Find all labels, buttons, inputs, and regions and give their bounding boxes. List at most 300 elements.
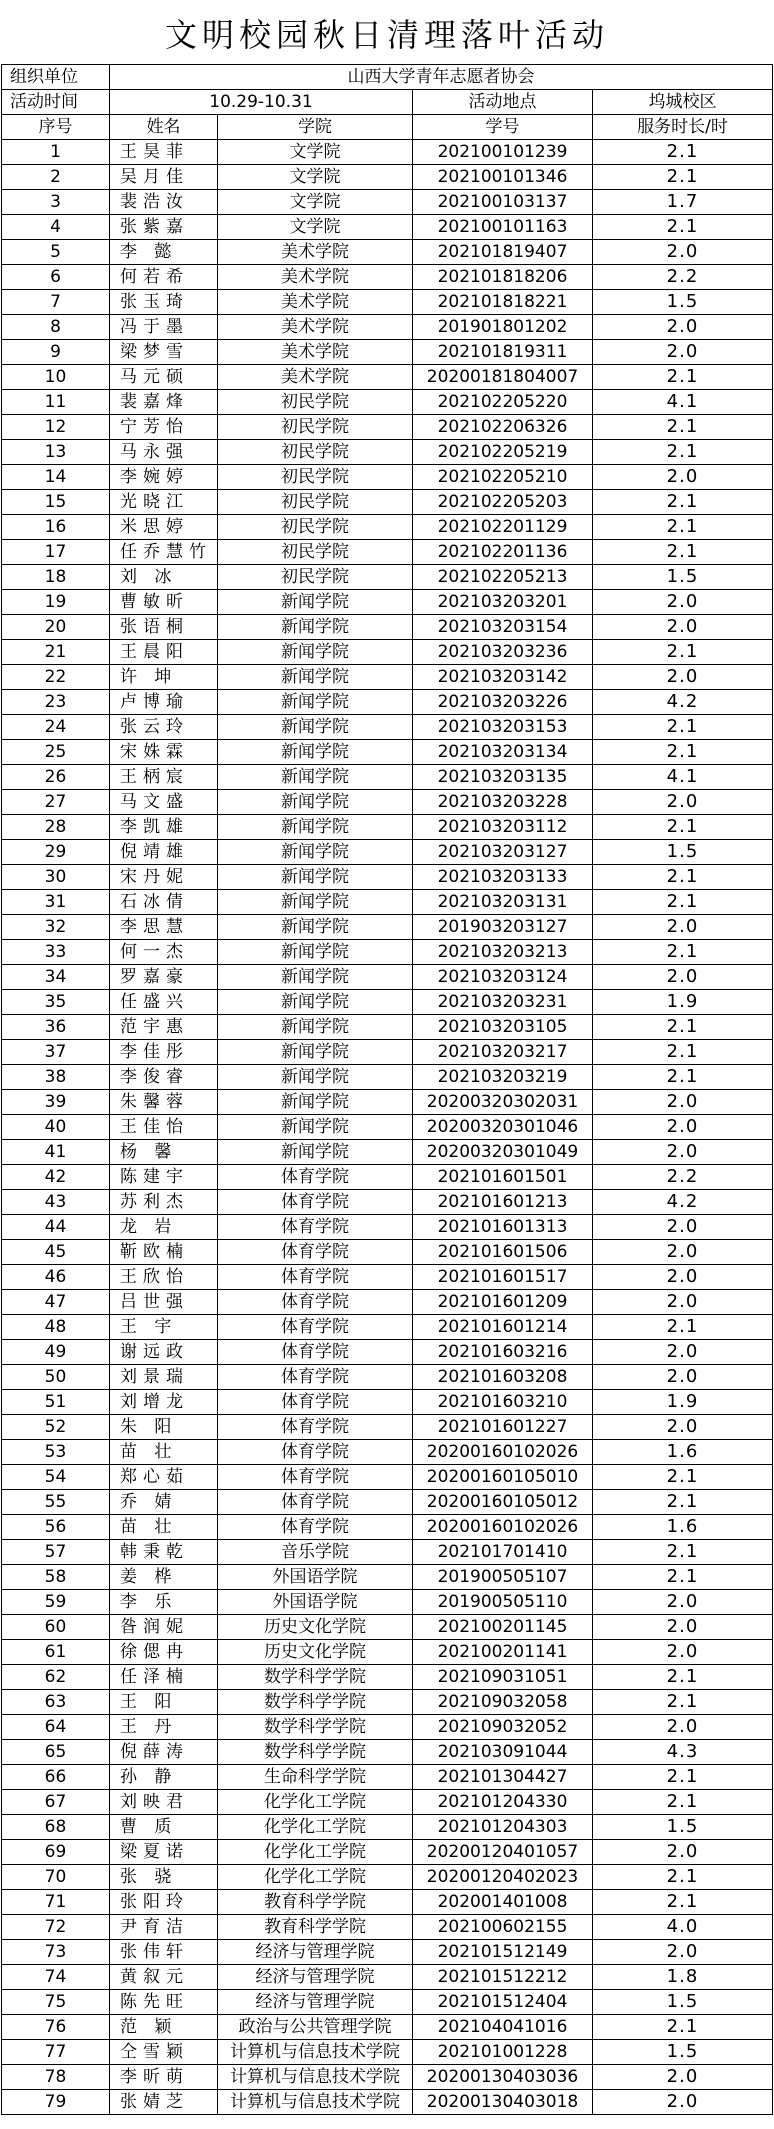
row-college: 计算机与信息技术学院 [218,2090,413,2115]
row-hours: 2.1 [593,815,773,840]
row-name: 王佳怡 [110,1115,218,1140]
row-student-id: 202102205213 [413,565,593,590]
table-row [2,740,773,765]
row-hours: 1.5 [593,2040,773,2065]
row-name: 杨 馨 [110,1140,218,1165]
table-row [2,1465,773,1490]
row-name: 马文盛 [110,790,218,815]
row-college: 新闻学院 [218,840,413,865]
row-student-id: 202102206326 [413,415,593,440]
row-no: 17 [2,540,110,565]
row-name: 张紫嘉 [110,215,218,240]
row-college: 初民学院 [218,390,413,415]
table-row [2,1215,773,1240]
row-college: 计算机与信息技术学院 [218,2040,413,2065]
row-hours: 2.1 [593,890,773,915]
table-row [2,1890,773,1915]
row-hours: 2.0 [593,1115,773,1140]
header-name: 姓名 [110,115,218,140]
row-student-id: 20200320302031 [413,1090,593,1115]
row-name: 昝润妮 [110,1615,218,1640]
row-name: 任泽楠 [110,1665,218,1690]
row-hours: 2.0 [593,1365,773,1390]
row-hours: 2.1 [593,540,773,565]
row-student-id: 202103203201 [413,590,593,615]
row-name: 曹 质 [110,1815,218,1840]
row-student-id: 202101601227 [413,1415,593,1440]
place-value: 坞城校区 [593,90,773,115]
row-hours: 4.1 [593,390,773,415]
row-name: 李 乐 [110,1590,218,1615]
row-student-id: 202101819311 [413,340,593,365]
table-row [2,2015,773,2040]
table-row [2,840,773,865]
row-student-id: 202100101163 [413,215,593,240]
row-name: 石冰倩 [110,890,218,915]
row-college: 初民学院 [218,540,413,565]
row-college: 体育学院 [218,1365,413,1390]
row-name: 苗 壮 [110,1440,218,1465]
row-name: 倪薛涛 [110,1740,218,1765]
row-student-id: 20200120402023 [413,1865,593,1890]
table-body [2,65,773,2115]
row-name: 乔 婧 [110,1490,218,1515]
row-no: 45 [2,1240,110,1265]
row-hours: 2.1 [593,1065,773,1090]
row-college: 体育学院 [218,1215,413,1240]
row-no: 43 [2,1190,110,1215]
table-row [2,265,773,290]
row-college: 体育学院 [218,1440,413,1465]
row-student-id: 20200160102026 [413,1440,593,1465]
row-college: 体育学院 [218,1515,413,1540]
row-college: 文学院 [218,140,413,165]
table-row [2,290,773,315]
row-hours: 1.5 [593,290,773,315]
row-hours: 2.1 [593,1665,773,1690]
row-college: 新闻学院 [218,615,413,640]
row-college: 新闻学院 [218,915,413,940]
row-no: 76 [2,2015,110,2040]
table-row [2,1665,773,1690]
row-college: 新闻学院 [218,1015,413,1040]
table-row [2,315,773,340]
row-hours: 2.0 [593,1215,773,1240]
row-college: 新闻学院 [218,1140,413,1165]
row-no: 14 [2,465,110,490]
row-hours: 1.5 [593,1990,773,2015]
row-college: 政治与公共管理学院 [218,2015,413,2040]
row-name: 马永强 [110,440,218,465]
row-no: 5 [2,240,110,265]
row-no: 71 [2,1890,110,1915]
row-name: 王 丹 [110,1715,218,1740]
row-name: 范 颖 [110,2015,218,2040]
row-name: 朱 阳 [110,1415,218,1440]
row-college: 新闻学院 [218,740,413,765]
row-no: 59 [2,1590,110,1615]
org-value: 山西大学青年志愿者协会 [110,65,773,90]
row-student-id: 202104041016 [413,2015,593,2040]
row-student-id: 201900505110 [413,1590,593,1615]
row-no: 61 [2,1640,110,1665]
row-college: 化学化工学院 [218,1815,413,1840]
row-name: 宁芳怡 [110,415,218,440]
row-hours: 2.1 [593,1690,773,1715]
row-name: 曹敏昕 [110,590,218,615]
row-student-id: 202103203154 [413,615,593,640]
row-college: 体育学院 [218,1240,413,1265]
row-hours: 2.1 [593,2015,773,2040]
row-student-id: 20200181804007 [413,365,593,390]
row-college: 化学化工学院 [218,1790,413,1815]
row-no: 4 [2,215,110,240]
row-no: 67 [2,1790,110,1815]
row-student-id: 202101601213 [413,1190,593,1215]
row-hours: 2.1 [593,740,773,765]
row-college: 教育科学学院 [218,1915,413,1940]
row-hours: 2.1 [593,365,773,390]
row-student-id: 202101001228 [413,2040,593,2065]
row-student-id: 20200320301046 [413,1115,593,1140]
row-college: 计算机与信息技术学院 [218,2065,413,2090]
row-college: 新闻学院 [218,1115,413,1140]
row-name: 龙 岩 [110,1215,218,1240]
row-no: 35 [2,990,110,1015]
row-student-id: 201903203127 [413,915,593,940]
table-row [2,1540,773,1565]
row-name: 刘 冰 [110,565,218,590]
row-college: 美术学院 [218,265,413,290]
row-no: 64 [2,1715,110,1740]
row-college: 文学院 [218,190,413,215]
row-college: 新闻学院 [218,640,413,665]
table-row [2,915,773,940]
row-student-id: 202103203112 [413,815,593,840]
row-hours: 2.0 [593,1290,773,1315]
row-student-id: 202103203236 [413,640,593,665]
row-no: 22 [2,665,110,690]
row-student-id: 202101601501 [413,1165,593,1190]
row-no: 77 [2,2040,110,2065]
table-row [2,440,773,465]
row-no: 54 [2,1465,110,1490]
row-college: 经济与管理学院 [218,1940,413,1965]
row-no: 29 [2,840,110,865]
row-name: 张 骁 [110,1865,218,1890]
row-college: 数学科学学院 [218,1715,413,1740]
row-no: 10 [2,365,110,390]
row-hours: 2.1 [593,165,773,190]
row-no: 50 [2,1365,110,1390]
row-no: 52 [2,1415,110,1440]
row-college: 体育学院 [218,1190,413,1215]
row-name: 李思慧 [110,915,218,940]
row-student-id: 202101819407 [413,240,593,265]
row-name: 冯于墨 [110,315,218,340]
row-hours: 2.0 [593,1140,773,1165]
row-name: 王晨阳 [110,640,218,665]
row-no: 8 [2,315,110,340]
row-name: 吴月佳 [110,165,218,190]
row-no: 68 [2,1815,110,1840]
row-no: 42 [2,1165,110,1190]
table-row [2,1140,773,1165]
header-row [2,115,773,140]
table-row [2,940,773,965]
row-name: 王昊菲 [110,140,218,165]
place-label: 活动地点 [413,90,593,115]
table-row [2,515,773,540]
row-college: 初民学院 [218,465,413,490]
row-no: 69 [2,1840,110,1865]
table-row [2,690,773,715]
row-hours: 2.1 [593,215,773,240]
row-hours: 2.1 [593,940,773,965]
table-row [2,965,773,990]
header-no: 序号 [2,115,110,140]
row-no: 30 [2,865,110,890]
row-no: 74 [2,1965,110,1990]
row-no: 3 [2,190,110,215]
table-row [2,190,773,215]
table-row [2,340,773,365]
row-hours: 1.6 [593,1515,773,1540]
table-row [2,865,773,890]
row-student-id: 20200160105012 [413,1490,593,1515]
row-name: 光晓江 [110,490,218,515]
row-name: 姜 桦 [110,1565,218,1590]
row-hours: 1.7 [593,190,773,215]
table-row [2,1815,773,1840]
row-student-id: 202103203124 [413,965,593,990]
row-hours: 2.0 [593,1715,773,1740]
row-college: 新闻学院 [218,865,413,890]
table-row [2,1415,773,1440]
row-college: 新闻学院 [218,690,413,715]
row-hours: 2.0 [593,1840,773,1865]
table-row [2,1765,773,1790]
table-row [2,1265,773,1290]
row-college: 初民学院 [218,565,413,590]
row-college: 新闻学院 [218,790,413,815]
row-hours: 2.0 [593,1640,773,1665]
row-name: 张语桐 [110,615,218,640]
table-row [2,1790,773,1815]
row-hours: 2.0 [593,315,773,340]
row-hours: 2.0 [593,965,773,990]
row-name: 范宇惠 [110,1015,218,1040]
row-no: 23 [2,690,110,715]
row-name: 谢远政 [110,1340,218,1365]
row-student-id: 202102205210 [413,465,593,490]
row-student-id: 202102205220 [413,390,593,415]
table-row [2,490,773,515]
row-name: 李佳彤 [110,1040,218,1065]
row-name: 张云玲 [110,715,218,740]
row-name: 米思婷 [110,515,218,540]
row-college: 新闻学院 [218,965,413,990]
row-college: 新闻学院 [218,1090,413,1115]
row-no: 26 [2,765,110,790]
row-student-id: 202101601313 [413,1215,593,1240]
row-no: 15 [2,490,110,515]
table-row [2,415,773,440]
table-row [2,1940,773,1965]
row-name: 孙 静 [110,1765,218,1790]
row-name: 马元硕 [110,365,218,390]
row-college: 外国语学院 [218,1590,413,1615]
table-row [2,1640,773,1665]
row-hours: 4.3 [593,1740,773,1765]
row-no: 62 [2,1665,110,1690]
table-row [2,1515,773,1540]
row-no: 9 [2,340,110,365]
time-value: 10.29-10.31 [110,90,413,115]
table-row [2,1090,773,1115]
row-student-id: 202101601506 [413,1240,593,1265]
row-student-id: 202101512404 [413,1990,593,2015]
row-hours: 2.1 [593,1315,773,1340]
table-row [2,1865,773,1890]
row-no: 55 [2,1490,110,1515]
row-student-id: 202101818221 [413,290,593,315]
row-college: 数学科学学院 [218,1740,413,1765]
row-no: 16 [2,515,110,540]
row-no: 70 [2,1865,110,1890]
row-hours: 2.0 [593,1590,773,1615]
row-student-id: 202103203134 [413,740,593,765]
table-row [2,1840,773,1865]
row-student-id: 202102205219 [413,440,593,465]
row-name: 刘景瑞 [110,1365,218,1390]
row-name: 韩秉乾 [110,1540,218,1565]
row-hours: 4.0 [593,1915,773,1940]
row-college: 经济与管理学院 [218,1990,413,2015]
row-hours: 2.1 [593,1865,773,1890]
row-hours: 2.0 [593,615,773,640]
table-row [2,1165,773,1190]
table-row [2,1015,773,1040]
row-student-id: 20200120401057 [413,1840,593,1865]
row-no: 60 [2,1615,110,1640]
row-college: 新闻学院 [218,765,413,790]
row-no: 51 [2,1390,110,1415]
row-name: 王 宇 [110,1315,218,1340]
row-college: 化学化工学院 [218,1840,413,1865]
row-college: 体育学院 [218,1265,413,1290]
row-student-id: 202103203228 [413,790,593,815]
row-college: 体育学院 [218,1415,413,1440]
row-hours: 2.1 [593,715,773,740]
table-row [2,2065,773,2090]
row-college: 经济与管理学院 [218,1965,413,1990]
row-no: 24 [2,715,110,740]
row-name: 宋丹妮 [110,865,218,890]
table-row [2,1040,773,1065]
row-hours: 2.1 [593,1765,773,1790]
table-row [2,1190,773,1215]
row-college: 新闻学院 [218,590,413,615]
row-student-id: 202109032058 [413,1690,593,1715]
row-name: 陈先旺 [110,1990,218,2015]
row-no: 44 [2,1215,110,1240]
row-no: 46 [2,1265,110,1290]
row-college: 体育学院 [218,1340,413,1365]
row-student-id: 202101701410 [413,1540,593,1565]
row-college: 音乐学院 [218,1540,413,1565]
row-hours: 4.1 [593,765,773,790]
row-name: 任乔慧竹 [110,540,218,565]
row-no: 34 [2,965,110,990]
row-name: 卢博瑜 [110,690,218,715]
row-student-id: 202101603210 [413,1390,593,1415]
row-no: 7 [2,290,110,315]
row-name: 徐偲冉 [110,1640,218,1665]
table-row [2,1990,773,2015]
row-student-id: 202103091044 [413,1740,593,1765]
table-row [2,640,773,665]
row-no: 32 [2,915,110,940]
row-hours: 1.5 [593,1815,773,1840]
row-hours: 2.1 [593,1540,773,1565]
row-no: 21 [2,640,110,665]
row-college: 体育学院 [218,1490,413,1515]
row-name: 许 坤 [110,665,218,690]
row-student-id: 202103203135 [413,765,593,790]
row-college: 体育学院 [218,1390,413,1415]
row-hours: 2.0 [593,1240,773,1265]
sheet-title: 文明校园秋日清理落叶活动 [164,16,609,54]
row-hours: 2.1 [593,440,773,465]
row-hours: 2.0 [593,1265,773,1290]
row-no: 38 [2,1065,110,1090]
org-label: 组织单位 [2,65,110,90]
table-row [2,465,773,490]
row-college: 历史文化学院 [218,1640,413,1665]
row-name: 仝雪颖 [110,2040,218,2065]
table-row [2,765,773,790]
row-name: 王欣怡 [110,1265,218,1290]
row-name: 张阳玲 [110,1890,218,1915]
row-name: 吕世强 [110,1290,218,1315]
row-hours: 1.5 [593,565,773,590]
row-college: 美术学院 [218,340,413,365]
row-name: 李昕萌 [110,2065,218,2090]
table-row [2,1965,773,1990]
row-no: 49 [2,1340,110,1365]
row-hours: 1.8 [593,1965,773,1990]
row-name: 张玉琦 [110,290,218,315]
row-no: 72 [2,1915,110,1940]
org-row [2,65,773,90]
row-student-id: 202103203142 [413,665,593,690]
row-student-id: 202101204330 [413,1790,593,1815]
row-name: 张婧芝 [110,2090,218,2115]
row-no: 39 [2,1090,110,1115]
row-student-id: 202102201129 [413,515,593,540]
row-name: 倪靖雄 [110,840,218,865]
row-no: 27 [2,790,110,815]
row-student-id: 202001401008 [413,1890,593,1915]
row-student-id: 202103203217 [413,1040,593,1065]
row-no: 53 [2,1440,110,1465]
row-no: 1 [2,140,110,165]
row-name: 罗嘉豪 [110,965,218,990]
row-college: 体育学院 [218,1165,413,1190]
row-student-id: 202101818206 [413,265,593,290]
row-name: 梁梦雪 [110,340,218,365]
